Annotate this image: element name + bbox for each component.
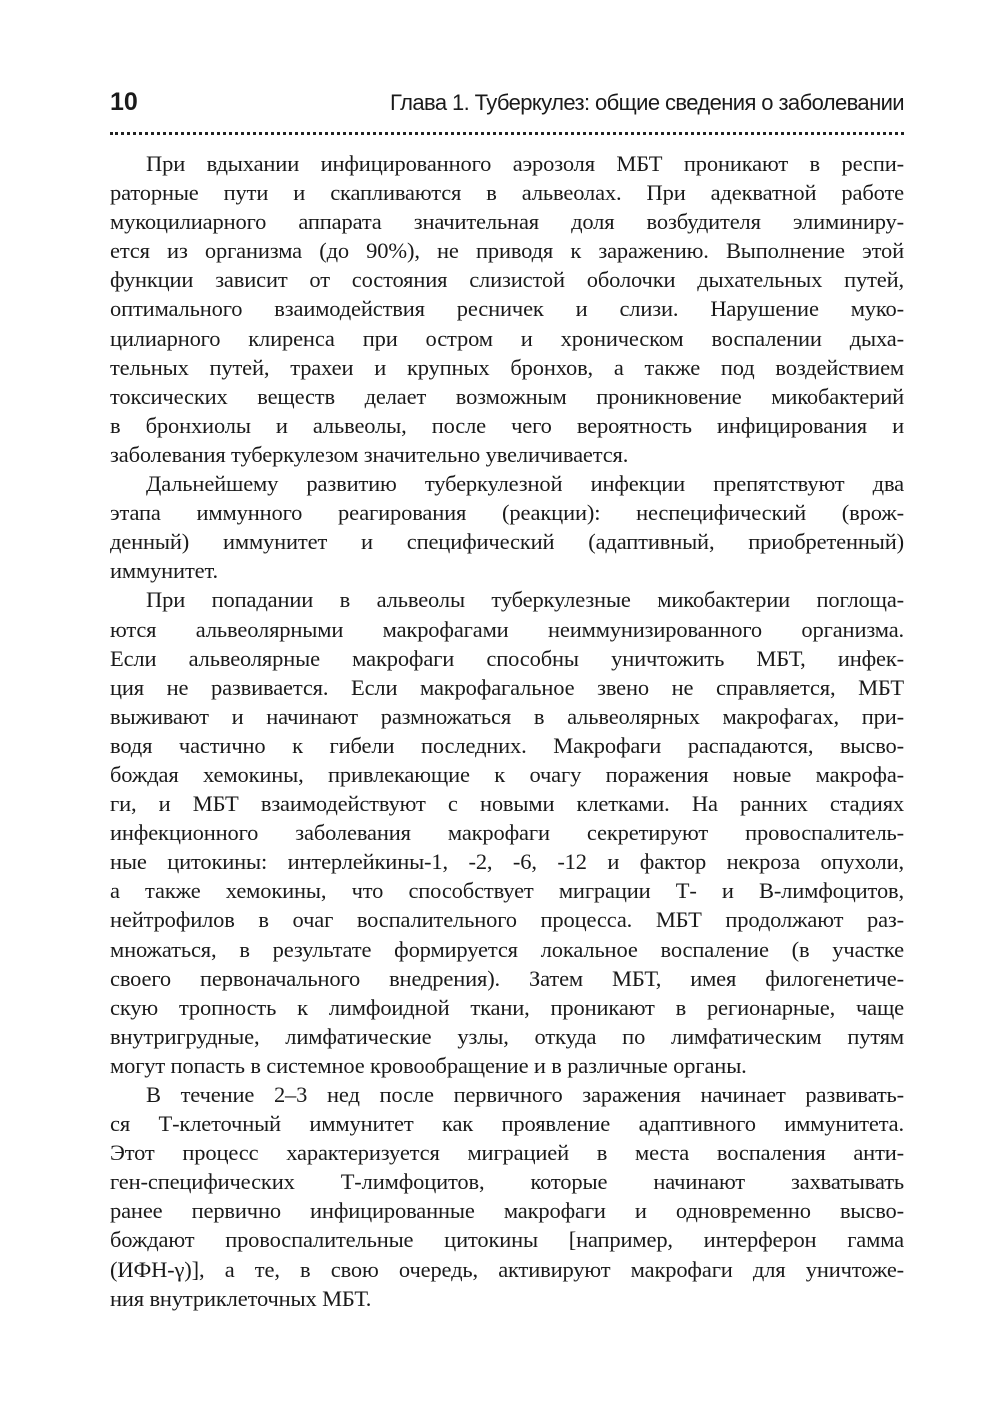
text-line: множаться, в результате формируется локальное воспаление (в участке <box>110 936 904 962</box>
text-line: ния внутриклеточных МБТ. <box>110 1285 372 1311</box>
paragraph <box>110 1080 904 1313</box>
text-line: внутригрудные, лимфатические узлы, откуда по лимфатическим путям <box>110 1023 904 1049</box>
text-line: могут попасть в системное кровообращение и в различные органы. <box>110 1052 747 1078</box>
text-line: ются альвеолярными макрофагами неиммунизированного организма. <box>110 616 904 642</box>
text-line: а также хемокины, что способствует миграции Т- и В-лимфоцитов, <box>110 878 904 904</box>
text-line: мукоцилиарного аппарата значительная доля возбудителя элиминиру- <box>110 209 904 235</box>
text-line: инфекционного заболевания макрофаги секретируют провоспалитель- <box>110 820 904 846</box>
text-line: функции зависит от состояния слизистой оболочки дыхательных путей, <box>110 267 904 293</box>
text-line: денный) иммунитет и специфический (адаптивный, приобретенный) <box>110 529 904 555</box>
text-line: ные цитокины: интерлейкины-1, -2, -6, -12 и фактор некроза опухоли, <box>110 849 904 875</box>
text-line: ген-специфических Т-лимфоцитов, которые начинают захватывать <box>110 1169 904 1195</box>
text-line: в бронхиолы и альвеолы, после чего вероятность инфицирования и <box>110 412 904 438</box>
text-line: тельных путей, трахеи и крупных бронхов, а также под воздействием <box>110 354 904 380</box>
text-line: токсических веществ делает возможным проникновение микобактерий <box>110 383 904 409</box>
text-line: При вдыхании инфицированного аэрозоля МБТ проникают в респи- <box>146 151 904 176</box>
text-line: В течение 2–3 нед после первичного заражения начинает развивать- <box>146 1082 904 1107</box>
text-line: ция не развивается. Если макрофагальное звено не справляется, МБТ <box>110 674 904 700</box>
text-line: ся Т-клеточный иммунитет как проявление адаптивного иммунитета. <box>110 1111 904 1137</box>
chapter-title: Глава 1. Туберкулез: общие сведения о заболевании <box>390 90 904 115</box>
text-line: иммунитет. <box>110 558 218 584</box>
text-line: При попадании в альвеолы туберкулезные микобактерии поглоща- <box>146 587 904 613</box>
text-line: цилиарного клиренса при остром и хроническом воспалении дыха- <box>110 325 904 351</box>
text-line: Если альвеолярные макрофаги способны уничтожить МБТ, инфек- <box>110 645 904 671</box>
text-line: бождая хемокины, привлекающие к очагу поражения новые макрофа- <box>110 761 904 787</box>
text-line: своего первоначального внедрения). Затем МБТ, имея филогенетиче- <box>110 965 904 991</box>
body-text <box>110 149 904 1313</box>
page-number: 10 <box>110 88 138 116</box>
text-line: Дальнейшему развитию туберкулезной инфекции препятствуют два <box>146 471 904 497</box>
text-line: ги, и МБТ взаимодействуют с новыми клетками. На ранних стадиях <box>110 791 904 817</box>
paragraph <box>110 149 904 469</box>
text-line: ется из организма (до 90%), не приводя к заражению. Выполнение этой <box>110 238 904 264</box>
text-line: заболевания туберкулезом значительно увеличивается. <box>110 441 629 467</box>
text-line: раторные пути и скапливаются в альвеолах. При адекватной работе <box>110 180 904 206</box>
book-page <box>110 88 904 1313</box>
paragraph <box>110 469 904 585</box>
text-line: бождают провоспалительные цитокины [например, интерферон гамма <box>110 1227 904 1253</box>
text-line: этапа иммунного реагирования (реакции): неспецифический (врож- <box>110 500 904 526</box>
text-line: скую тропность к лимфоидной ткани, проникают в регионарные, чаще <box>110 994 904 1020</box>
paragraph <box>110 585 904 1080</box>
text-line: водя частично к гибели последних. Макрофаги распадаются, высво- <box>110 732 904 758</box>
text-line: оптимального взаимодействия ресничек и слизи. Нарушение муко- <box>110 296 904 322</box>
text-line: нейтрофилов в очаг воспалительного процесса. МБТ продолжают раз- <box>110 907 904 933</box>
running-header <box>110 88 904 135</box>
text-line: (ИФН-γ)], а те, в свою очередь, активируют макрофаги для уничтоже- <box>110 1256 904 1282</box>
text-line: выживают и начинают размножаться в альвеолярных макрофагах, при- <box>110 703 904 729</box>
text-line: Этот процесс характеризуется миграцией в места воспаления анти- <box>110 1140 904 1166</box>
text-line: ранее первично инфицированные макрофаги и одновременно высво- <box>110 1198 904 1224</box>
